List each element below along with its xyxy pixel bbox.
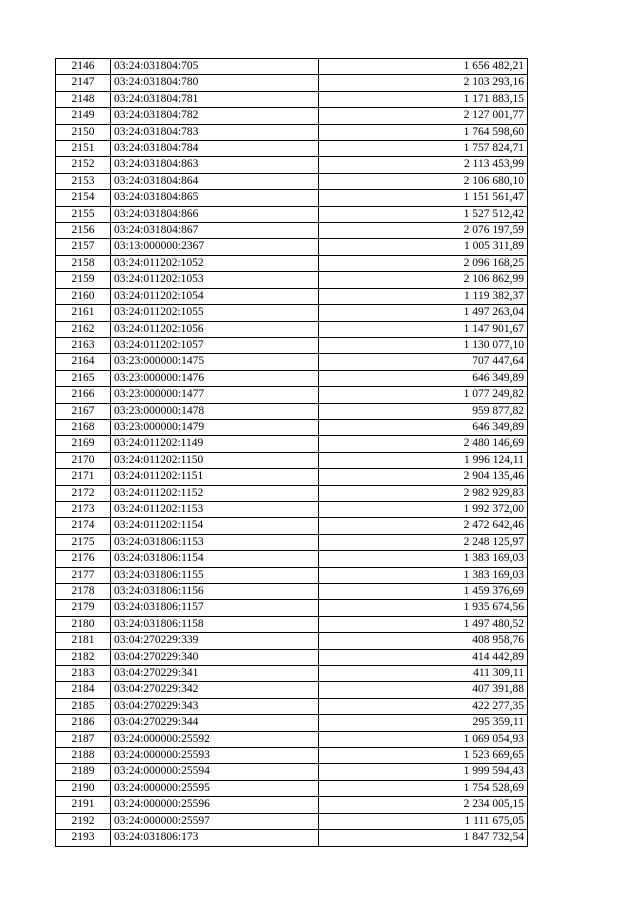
cadastral-value-cell: 2 234 005,15 bbox=[319, 797, 528, 813]
cadastral-value-cell: 408 958,76 bbox=[319, 633, 528, 649]
table-row bbox=[56, 469, 528, 485]
cadastral-value-cell: 1 147 901,67 bbox=[319, 321, 528, 337]
row-number-cell: 2164 bbox=[56, 354, 111, 370]
row-number-cell: 2191 bbox=[56, 797, 111, 813]
cadastral-number-cell: 03:24:011202:1151 bbox=[111, 469, 319, 485]
cadastral-value-cell: 1 935 674,56 bbox=[319, 600, 528, 616]
table-row bbox=[56, 501, 528, 517]
cadastral-number-cell: 03:24:031804:781 bbox=[111, 91, 319, 107]
cadastral-value-cell: 1 497 263,04 bbox=[319, 305, 528, 321]
cadastral-value-cell: 1 757 824,71 bbox=[319, 141, 528, 157]
row-number-cell: 2165 bbox=[56, 370, 111, 386]
cadastral-value-cell: 2 096 168,25 bbox=[319, 255, 528, 271]
cadastral-value-cell: 1 523 669,65 bbox=[319, 748, 528, 764]
cadastral-value-cell: 1 996 124,11 bbox=[319, 452, 528, 468]
cadastral-value-cell: 1 459 376,69 bbox=[319, 584, 528, 600]
cadastral-number-cell: 03:24:011202:1057 bbox=[111, 337, 319, 353]
cadastral-value-cell: 1 764 598,60 bbox=[319, 124, 528, 140]
cadastral-value-cell: 1 992 372,00 bbox=[319, 501, 528, 517]
table-row bbox=[56, 190, 528, 206]
cadastral-value-cell: 1 497 480,52 bbox=[319, 616, 528, 632]
cadastral-number-cell: 03:24:031804:863 bbox=[111, 157, 319, 173]
cadastral-value-cell: 414 442,89 bbox=[319, 649, 528, 665]
row-number-cell: 2147 bbox=[56, 75, 111, 91]
row-number-cell: 2188 bbox=[56, 748, 111, 764]
cadastral-value-cell: 2 904 135,46 bbox=[319, 469, 528, 485]
row-number-cell: 2172 bbox=[56, 485, 111, 501]
cadastral-value-cell: 2 113 453,99 bbox=[319, 157, 528, 173]
cadastral-value-cell: 2 248 125,97 bbox=[319, 534, 528, 550]
table-row bbox=[56, 75, 528, 91]
cadastral-value-cell: 2 106 680,10 bbox=[319, 173, 528, 189]
table-row bbox=[56, 206, 528, 222]
table-row bbox=[56, 141, 528, 157]
cadastral-number-cell: 03:24:000000:25596 bbox=[111, 797, 319, 813]
cadastral-number-cell: 03:24:031806:1158 bbox=[111, 616, 319, 632]
cadastral-number-cell: 03:24:031806:1157 bbox=[111, 600, 319, 616]
table-row bbox=[56, 91, 528, 107]
row-number-cell: 2153 bbox=[56, 173, 111, 189]
cadastral-number-cell: 03:24:031804:864 bbox=[111, 173, 319, 189]
cadastral-number-cell: 03:13:000000:2367 bbox=[111, 239, 319, 255]
row-number-cell: 2175 bbox=[56, 534, 111, 550]
cadastral-number-cell: 03:24:011202:1152 bbox=[111, 485, 319, 501]
row-number-cell: 2162 bbox=[56, 321, 111, 337]
cadastral-value-cell: 646 349,89 bbox=[319, 370, 528, 386]
row-number-cell: 2168 bbox=[56, 419, 111, 435]
table-row bbox=[56, 584, 528, 600]
row-number-cell: 2167 bbox=[56, 403, 111, 419]
cadastral-value-cell: 1 171 883,15 bbox=[319, 91, 528, 107]
cadastral-value-cell: 707 447,64 bbox=[319, 354, 528, 370]
table-row bbox=[56, 551, 528, 567]
cadastral-value-cell: 959 877,82 bbox=[319, 403, 528, 419]
cadastral-value-cell: 1 005 311,89 bbox=[319, 239, 528, 255]
cadastral-value-cell: 1 119 382,37 bbox=[319, 288, 528, 304]
table-row bbox=[56, 534, 528, 550]
cadastral-number-cell: 03:24:011202:1053 bbox=[111, 272, 319, 288]
table-row bbox=[56, 748, 528, 764]
table-row bbox=[56, 157, 528, 173]
table-row bbox=[56, 616, 528, 632]
row-number-cell: 2146 bbox=[56, 59, 111, 75]
row-number-cell: 2160 bbox=[56, 288, 111, 304]
cadastral-number-cell: 03:24:000000:25592 bbox=[111, 731, 319, 747]
table-row bbox=[56, 452, 528, 468]
cadastral-value-cell: 1 069 054,93 bbox=[319, 731, 528, 747]
table-row bbox=[56, 813, 528, 829]
cadastral-number-cell: 03:24:011202:1054 bbox=[111, 288, 319, 304]
table-row bbox=[56, 436, 528, 452]
cadastral-number-cell: 03:24:011202:1052 bbox=[111, 255, 319, 271]
table-row bbox=[56, 649, 528, 665]
table-row bbox=[56, 173, 528, 189]
cadastral-value-cell: 2 472 642,46 bbox=[319, 518, 528, 534]
cadastral-value-cell: 1 111 675,05 bbox=[319, 813, 528, 829]
cadastral-value-cell: 1 754 528,69 bbox=[319, 780, 528, 796]
cadastral-number-cell: 03:04:270229:339 bbox=[111, 633, 319, 649]
cadastral-value-cell: 2 076 197,59 bbox=[319, 223, 528, 239]
table-body bbox=[56, 59, 528, 847]
table-row bbox=[56, 108, 528, 124]
cadastral-number-cell: 03:24:011202:1055 bbox=[111, 305, 319, 321]
cadastral-number-cell: 03:24:011202:1149 bbox=[111, 436, 319, 452]
cadastral-number-cell: 03:24:031806:173 bbox=[111, 830, 319, 846]
row-number-cell: 2158 bbox=[56, 255, 111, 271]
row-number-cell: 2192 bbox=[56, 813, 111, 829]
cadastral-value-cell: 1 077 249,82 bbox=[319, 387, 528, 403]
table-row bbox=[56, 830, 528, 846]
table-row bbox=[56, 239, 528, 255]
cadastral-number-cell: 03:24:000000:25593 bbox=[111, 748, 319, 764]
row-number-cell: 2159 bbox=[56, 272, 111, 288]
table-row bbox=[56, 518, 528, 534]
cadastral-value-cell: 1 130 077,10 bbox=[319, 337, 528, 353]
cadastral-number-cell: 03:23:000000:1475 bbox=[111, 354, 319, 370]
cadastral-value-cell: 1 383 169,03 bbox=[319, 567, 528, 583]
cadastral-number-cell: 03:24:031806:1156 bbox=[111, 584, 319, 600]
row-number-cell: 2151 bbox=[56, 141, 111, 157]
table-row bbox=[56, 682, 528, 698]
row-number-cell: 2171 bbox=[56, 469, 111, 485]
table-row bbox=[56, 288, 528, 304]
row-number-cell: 2177 bbox=[56, 567, 111, 583]
cadastral-number-cell: 03:24:031806:1153 bbox=[111, 534, 319, 550]
cadastral-number-cell: 03:24:031804:865 bbox=[111, 190, 319, 206]
table-row bbox=[56, 764, 528, 780]
row-number-cell: 2187 bbox=[56, 731, 111, 747]
row-number-cell: 2163 bbox=[56, 337, 111, 353]
row-number-cell: 2170 bbox=[56, 452, 111, 468]
table-row bbox=[56, 387, 528, 403]
cadastral-number-cell: 03:23:000000:1476 bbox=[111, 370, 319, 386]
cadastral-number-cell: 03:23:000000:1477 bbox=[111, 387, 319, 403]
row-number-cell: 2155 bbox=[56, 206, 111, 222]
row-number-cell: 2152 bbox=[56, 157, 111, 173]
table-row bbox=[56, 419, 528, 435]
cadastral-number-cell: 03:04:270229:340 bbox=[111, 649, 319, 665]
cadastral-value-cell: 2 127 001,77 bbox=[319, 108, 528, 124]
row-number-cell: 2174 bbox=[56, 518, 111, 534]
cadastral-number-cell: 03:24:031804:866 bbox=[111, 206, 319, 222]
row-number-cell: 2189 bbox=[56, 764, 111, 780]
cadastral-number-cell: 03:24:031804:705 bbox=[111, 59, 319, 75]
row-number-cell: 2149 bbox=[56, 108, 111, 124]
cadastral-number-cell: 03:24:011202:1153 bbox=[111, 501, 319, 517]
cadastral-number-cell: 03:24:031804:780 bbox=[111, 75, 319, 91]
cadastral-number-cell: 03:23:000000:1478 bbox=[111, 403, 319, 419]
row-number-cell: 2185 bbox=[56, 698, 111, 714]
cadastral-number-cell: 03:24:011202:1056 bbox=[111, 321, 319, 337]
row-number-cell: 2166 bbox=[56, 387, 111, 403]
cadastral-value-cell: 2 982 929,83 bbox=[319, 485, 528, 501]
table-row bbox=[56, 305, 528, 321]
row-number-cell: 2154 bbox=[56, 190, 111, 206]
table-row bbox=[56, 337, 528, 353]
cadastral-value-cell: 1 383 169,03 bbox=[319, 551, 528, 567]
table-row bbox=[56, 600, 528, 616]
row-number-cell: 2182 bbox=[56, 649, 111, 665]
row-number-cell: 2186 bbox=[56, 715, 111, 731]
row-number-cell: 2161 bbox=[56, 305, 111, 321]
row-number-cell: 2150 bbox=[56, 124, 111, 140]
cadastral-value-cell: 407 391,88 bbox=[319, 682, 528, 698]
cadastral-number-cell: 03:24:011202:1150 bbox=[111, 452, 319, 468]
table-row bbox=[56, 255, 528, 271]
row-number-cell: 2169 bbox=[56, 436, 111, 452]
cadastral-value-cell: 2 106 862,99 bbox=[319, 272, 528, 288]
cadastral-value-cell: 411 309,11 bbox=[319, 666, 528, 682]
cadastral-number-cell: 03:04:270229:341 bbox=[111, 666, 319, 682]
cadastral-number-cell: 03:24:000000:25594 bbox=[111, 764, 319, 780]
table-row bbox=[56, 124, 528, 140]
cadastral-value-cell: 1 527 512,42 bbox=[319, 206, 528, 222]
row-number-cell: 2183 bbox=[56, 666, 111, 682]
row-number-cell: 2181 bbox=[56, 633, 111, 649]
table-row bbox=[56, 272, 528, 288]
cadastral-value-table bbox=[55, 58, 528, 847]
cadastral-value-cell: 646 349,89 bbox=[319, 419, 528, 435]
table-row bbox=[56, 370, 528, 386]
table-row bbox=[56, 223, 528, 239]
table-row bbox=[56, 698, 528, 714]
row-number-cell: 2148 bbox=[56, 91, 111, 107]
cadastral-number-cell: 03:24:031804:783 bbox=[111, 124, 319, 140]
cadastral-number-cell: 03:04:270229:344 bbox=[111, 715, 319, 731]
table-row bbox=[56, 321, 528, 337]
cadastral-number-cell: 03:24:000000:25595 bbox=[111, 780, 319, 796]
cadastral-number-cell: 03:24:031804:784 bbox=[111, 141, 319, 157]
cadastral-value-cell: 1 999 594,43 bbox=[319, 764, 528, 780]
cadastral-value-cell: 2 103 293,16 bbox=[319, 75, 528, 91]
cadastral-number-cell: 03:04:270229:342 bbox=[111, 682, 319, 698]
table-row bbox=[56, 780, 528, 796]
row-number-cell: 2173 bbox=[56, 501, 111, 517]
table-row bbox=[56, 403, 528, 419]
row-number-cell: 2176 bbox=[56, 551, 111, 567]
cadastral-number-cell: 03:24:031804:867 bbox=[111, 223, 319, 239]
cadastral-value-cell: 1 656 482,21 bbox=[319, 59, 528, 75]
table-row bbox=[56, 567, 528, 583]
table-row bbox=[56, 731, 528, 747]
row-number-cell: 2157 bbox=[56, 239, 111, 255]
row-number-cell: 2190 bbox=[56, 780, 111, 796]
cadastral-number-cell: 03:24:011202:1154 bbox=[111, 518, 319, 534]
cadastral-number-cell: 03:24:031806:1154 bbox=[111, 551, 319, 567]
table-row bbox=[56, 354, 528, 370]
table-row bbox=[56, 797, 528, 813]
cadastral-number-cell: 03:24:031804:782 bbox=[111, 108, 319, 124]
row-number-cell: 2178 bbox=[56, 584, 111, 600]
cadastral-value-cell: 1 847 732,54 bbox=[319, 830, 528, 846]
cadastral-number-cell: 03:24:000000:25597 bbox=[111, 813, 319, 829]
row-number-cell: 2179 bbox=[56, 600, 111, 616]
cadastral-value-cell: 295 359,11 bbox=[319, 715, 528, 731]
table-row bbox=[56, 666, 528, 682]
cadastral-number-cell: 03:23:000000:1479 bbox=[111, 419, 319, 435]
row-number-cell: 2180 bbox=[56, 616, 111, 632]
row-number-cell: 2156 bbox=[56, 223, 111, 239]
cadastral-number-cell: 03:24:031806:1155 bbox=[111, 567, 319, 583]
table-row bbox=[56, 633, 528, 649]
row-number-cell: 2193 bbox=[56, 830, 111, 846]
cadastral-value-cell: 2 480 146,69 bbox=[319, 436, 528, 452]
cadastral-value-cell: 1 151 561,47 bbox=[319, 190, 528, 206]
cadastral-number-cell: 03:04:270229:343 bbox=[111, 698, 319, 714]
table-row bbox=[56, 715, 528, 731]
cadastral-value-cell: 422 277,35 bbox=[319, 698, 528, 714]
table-row bbox=[56, 485, 528, 501]
row-number-cell: 2184 bbox=[56, 682, 111, 698]
table-row bbox=[56, 59, 528, 75]
